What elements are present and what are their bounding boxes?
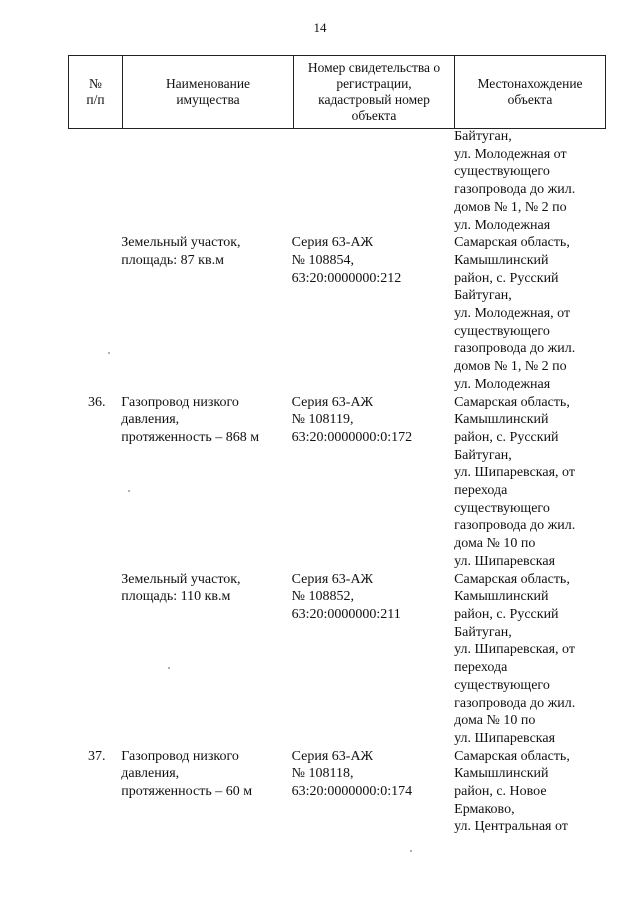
location-line: Ермаково, (454, 801, 515, 817)
header-certificate-line: кадастровый номер (318, 92, 430, 107)
header-number-line: № (89, 76, 102, 91)
certificate-number (292, 234, 455, 393)
location-line: Камышлинский (454, 412, 549, 428)
location-line: Самарская область, (454, 748, 570, 764)
property-name (121, 128, 291, 234)
location-line: район, с. Русский (454, 429, 559, 445)
location-line: Камышлинский (454, 766, 549, 782)
location-line: Камышлинский (454, 589, 549, 605)
header-property-name-line: имущества (176, 92, 240, 107)
location-line: домов № 1, № 2 по (454, 199, 567, 215)
certificate-number-line: № 108854, (291, 252, 354, 268)
header-certificate-line: объекта (351, 108, 397, 123)
location-line: Камышлинский (454, 252, 549, 268)
table-body (68, 128, 601, 836)
location-line: Самарская область, (454, 394, 570, 410)
certificate-number-line: Серия 63-АЖ (291, 748, 374, 764)
property-name-line: давления, (121, 412, 180, 428)
certificate-number-line: 63:20:0000000:212 (291, 270, 402, 286)
property-name-line: Газопровод низкого (121, 748, 239, 764)
scan-speck (108, 352, 110, 354)
table-header (68, 55, 606, 129)
table-row (68, 394, 601, 571)
property-name (121, 394, 291, 571)
header-number-line: п/п (86, 92, 105, 107)
certificate-number (292, 571, 455, 748)
property-name-line: Земельный участок, (121, 235, 241, 251)
property-name (121, 234, 291, 393)
certificate-number-line: № 108118, (291, 766, 354, 782)
table-row (68, 748, 601, 837)
row-number (68, 128, 121, 234)
scan-speck (128, 490, 130, 492)
location (454, 234, 601, 393)
certificate-number-line: Серия 63-АЖ (291, 571, 374, 587)
property-name-line: протяженность – 60 м (121, 784, 253, 800)
row-number: 36. (88, 394, 106, 410)
location-line: ул. Молодежная (454, 376, 551, 392)
location-line: Байтуган, (454, 288, 512, 304)
header-property-name-line: Наименование (165, 76, 251, 91)
property-name-line: площадь: 110 кв.м (121, 589, 231, 605)
certificate-number-line: № 108119, (291, 412, 354, 428)
location-line: газопровода до жил. (454, 182, 576, 198)
property-name-line: Земельный участок, (121, 571, 241, 587)
property-name (121, 571, 291, 748)
location-line: ул. Шипаревская (454, 553, 556, 569)
location-line: дома № 10 по (454, 713, 536, 729)
property-name-line: площадь: 87 кв.м (121, 252, 224, 268)
location-line: ул. Шипаревская, от (454, 642, 575, 658)
certificate-number (292, 748, 455, 837)
location-line: газопровода до жил. (454, 695, 576, 711)
certificate-number-line: Серия 63-АЖ (291, 394, 374, 410)
location-line: домов № 1, № 2 по (454, 359, 567, 375)
location (454, 748, 601, 837)
table-row (68, 234, 601, 393)
location-line: ул. Молодежная от (454, 146, 567, 162)
location-line: район, с. Новое (454, 784, 547, 800)
property-name (121, 748, 291, 837)
location-line: ул. Шипаревская, от (454, 465, 575, 481)
location-line: Байтуган, (454, 129, 512, 144)
location-line: существующего (454, 500, 550, 516)
location (454, 128, 601, 234)
location (454, 394, 601, 571)
location-line: ул. Шипаревская (454, 730, 556, 746)
certificate-number-line: Серия 63-АЖ (291, 235, 374, 251)
location-line: ул. Молодежная (454, 217, 551, 233)
row-number: 37. (88, 748, 106, 764)
header-certificate-line: Номер свидетельства о (307, 60, 441, 75)
header-certificate-cell (294, 56, 455, 129)
location-line: Байтуган, (454, 624, 512, 640)
location-line: существующего (454, 323, 550, 339)
page-number: 14 (313, 20, 327, 35)
location-line: Байтуган, (454, 447, 512, 463)
header-certificate-line: регистрации, (336, 76, 412, 91)
location-line: газопровода до жил. (454, 518, 576, 534)
location-line: газопровода до жил. (454, 341, 576, 357)
header-number-cell (69, 56, 123, 129)
location-line: перехода (454, 483, 508, 499)
header-location-cell (455, 56, 606, 129)
certificate-number-line: 63:20:0000000:0:174 (291, 784, 413, 800)
property-name-line: Газопровод низкого (121, 394, 239, 410)
certificate-number-line: 63:20:0000000:0:172 (291, 429, 413, 445)
location-line: ул. Молодежная, от (454, 306, 571, 322)
location-line: существующего (454, 164, 550, 180)
scan-speck (410, 850, 412, 852)
table-row (68, 571, 601, 748)
row-number (68, 571, 121, 748)
header-property-name-cell (123, 56, 294, 129)
table-row (68, 128, 601, 234)
location-line: существующего (454, 677, 550, 693)
header-location-line: Местонахождение (477, 76, 583, 91)
certificate-number (292, 394, 455, 571)
location (454, 571, 601, 748)
scan-speck (168, 667, 170, 669)
location-line: дома № 10 по (454, 536, 536, 552)
certificate-number (292, 128, 455, 234)
location-line: Самарская область, (454, 571, 570, 587)
certificate-number-line: 63:20:0000000:211 (291, 606, 401, 622)
header-location-line: объекта (507, 92, 553, 107)
location-line: перехода (454, 660, 508, 676)
row-number (68, 234, 121, 393)
certificate-number-line: № 108852, (291, 589, 354, 605)
location-line: район, с. Русский (454, 270, 559, 286)
location-line: Самарская область, (454, 235, 570, 251)
location-line: район, с. Русский (454, 606, 559, 622)
property-name-line: давления, (121, 766, 180, 782)
location-line: ул. Центральная от (454, 819, 568, 835)
property-name-line: протяженность – 868 м (121, 429, 260, 445)
